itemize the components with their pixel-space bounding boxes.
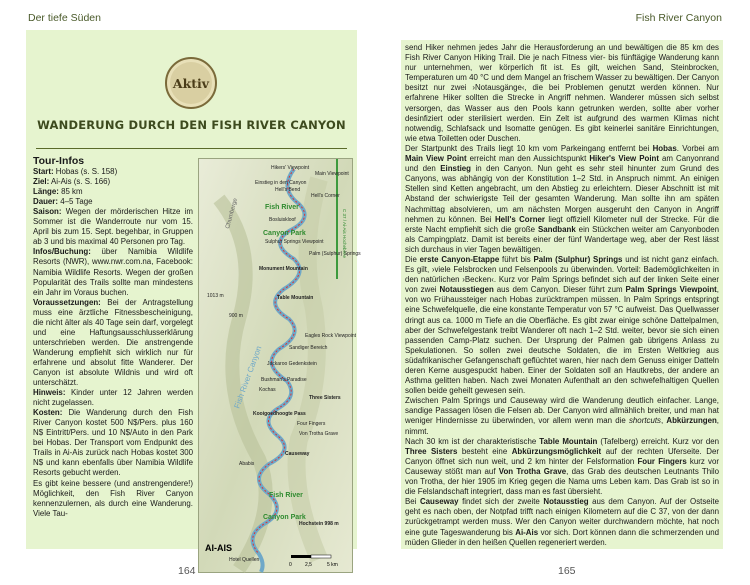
body-paragraph: Nach 30 km ist der charakteristische Table Mountain (Tafelberg) erreicht. Kurz vor den Three Sisters besteht eine Abkürzungsmöglichkeit auf der rechten Uferseite. Der Canyon öffnet sich nun weit, und 2 km hinter der Felsformation Four Fingers kurz vor Causeway stößt man auf Von Trotha Grave, das Grab des deutschen Leutnants Thilo von Trotha, der hier 1905 im Krieg gegen die Nama ums Leben kam. Das Grab ist so in die Felslandschaft integriert, dass man es fast übersieht.	[405, 436, 720, 497]
title-divider	[36, 148, 347, 149]
tour-infos	[33, 156, 193, 519]
scale-label-0: 0	[289, 562, 292, 568]
info-ziel: Ziel: Ai-Ais (s. S. 166)	[33, 177, 111, 187]
map-label-canyon-park: Canyon Park	[263, 230, 306, 237]
map-label: Main Viewpoint	[315, 171, 349, 177]
info-voraussetzungen: Voraussetzungen: Bei der Antragstellung muss eine ärztliche Fitnessbescheinigung, die nicht älter als 40 Tage sein darf, vorgelegt und eine Haftungsausschlusserklärung unterschrieben werden. Die anstrengende Wanderung empfiehlt sich wirklich nur für erfahrene und absolut fitte Wanderer. Der Canyon ist absolute Wildnis und wird oft unterschätzt.	[33, 297, 193, 388]
activity-title: WANDERUNG DURCH DEN FISH RIVER CANYON	[37, 118, 346, 132]
info-buchung: Infos/Buchung: über Namibia Wildlife Resorts (NWR), www.nwr.com.na, Facebook: Namibia Wildlife Resorts. Wegen der großen Popularität des Trails sollte man mindestens ein Jahr im Voraus buchen.	[33, 247, 193, 297]
map-label: Jackaroo Gedenkstein	[267, 361, 317, 367]
scale-label-mid: 2,5	[305, 562, 312, 568]
map-label: Palm (Sulphur) Springs	[309, 251, 361, 257]
map-label-road: C 37 / Ai-Ais Hochebene	[342, 209, 347, 259]
body-paragraph: Bei Causeway findet sich der zweite Notausstieg aus dem Canyon. Auf der Ostseite geht es nach oben, der Notpfad trifft nach einigen Kilometern auf die C 37, von der dann zurückgetrampt werden muss. Wer den Canyon weiter durchwandern möchte, hat noch eine gute Tageswanderung bis Ai-Ais vor sich. Dort können dann die schmerzenden und müden Glieder in den heißen Quellen regeneriert werden.	[405, 497, 719, 547]
map-label: Hell's Corner	[311, 193, 340, 199]
body-paragraph: Zwischen Palm Springs und Causeway wird die Wanderung deutlich einfacher. Lange, sandige Passagen lösen die Felsen ab. Der Canyon wird allmählich breiter, und man hat weniger Hindernisse zu überwinden, vor allem wenn man die shortcuts, Abkürzungen, nimmt.	[405, 396, 719, 436]
info-closing: Es gibt keine bessere (und anstrengendere!) Möglichkeit, den Fish River Canyon kennenzulernen, als durch eine Wanderung. Viele Tau-	[33, 478, 193, 518]
map-label: Three Sisters	[309, 395, 341, 401]
activity-box	[26, 30, 361, 568]
info-kosten: Kosten: Die Wanderung durch den Fish River Canyon kostet 500 N$/Pers. plus 160 N$ Eintritt/Pers. und 10 N$/Auto in den Park bei Hobas. Der Transport vom Endpunkt des Trails in Ai-Ais zurück nach Hobas kostet 300 N$ und kann ebenfalls über Namibia Wildlife Resorts gebucht werden.	[33, 408, 193, 478]
map-label-ai-ais: AI-AIS	[205, 543, 232, 553]
body-paragraph: Der Startpunkt des Trails liegt 10 km vom Parkeingang entfernt bei Hobas. Vorbei am Main View Point erreicht man den Aussichtspunkt Hiker's View Point am Canyonrand und den Einstieg in den Canyon. Nun geht es sehr steil hinunter zum Grund des Canyons, was abhängig von der Konstitution 1–2 Std. in Anspruch nimmt. An einigen Stellen sind Ketten angebracht, um den Abstieg zu erleichtern. Dieser Abschnitt ist mit Abstand der schwierigste Teil der gesamten Wanderung. Man sollte ihn am späten Nachmittag absolvieren, um am nächsten Morgen ausgeruht den Canyon in Angriff nehmen zu können. Bei Hell's Corner liegt offiziell Kilometer null der Strecke. Für die erste Nacht empfiehlt sich die große Sandbank ein Stückchen weiter am Canyonboden als Campingplatz. Damit ist bereits einer der fünf Wandertage weg, aber der Rest lässt sich durchaus in vier Tagen bewältigen.	[405, 143, 720, 254]
map-label-chumberge: Chumberge	[225, 197, 240, 230]
map-label: Von Trotha Grave	[299, 431, 339, 437]
map-label-fish-river: Fish River	[265, 204, 299, 211]
map-label: Hochstein 998 m	[299, 521, 339, 527]
map-label: Eagles Rock Viewpoint	[305, 333, 357, 339]
map-label: Ababis	[239, 461, 255, 467]
map-label-fish-river-south: Fish River	[269, 492, 303, 499]
info-laenge: Länge: 85 km	[33, 187, 83, 197]
map-label: Four Fingers	[297, 421, 326, 427]
map-label: Kooigoedhoogte Pass	[253, 411, 306, 417]
body-paragraph: Die erste Canyon-Etappe führt bis Palm (Sulphur) Springs und ist nicht ganz einfach. Es gilt, ›viele Felsbrocken und Felsenpools zu überwinden. Vorteil: Bademöglichkeiten in den natürlichen ›Becken‹. Kurz vor Palm Springs befindet sich auf der linken Seite einer von zwei Notausstiegen aus dem Canyon. Dieser führt zum Palm Springs Viewpoint, von wo Frühaussteiger nach Hobas zurücktrampen müssen. In Palm Springs entspringt eine Schwefelquelle, die eine konstante Temperatur von 57 °C aufweist. Das Quellwasser dringt aus ca. 1000 m Tiefe an die Oberfläche. Es gibt zwar einige schöne Dattelpalmen, aber der Schwefelgestank treibt Wanderer oft nach 1–2 Std. weiter, bevor sie sich einen passenden Camp-Platz suchen. Der Ursprung der Palmen gab übrigens Anlass zu Spekulationen. So sollen zwei deutsche Soldaten, die im Ersten Weltkrieg aus südafrikanischer Gefangenschaft geflüchtet waren, hier nach dem Genuss einiger Datteln deren Kerne ausgespuckt haben. Einer der Soldaten soll an Hautkrebs, der andere an Asthma gelitten haben. Nach zwei Monaten Aufenthalt an den schwefelhaltigen Quellen sollen beide geheilt gewesen sein.	[405, 254, 719, 396]
canyon-map	[198, 158, 361, 573]
info-saison: Saison: Wegen der mörderischen Hitze im Sommer ist die Wanderroute nur vom 15. April bis zum 15. Sept. begehbar, in Gruppen ab 3 und bis maximal 40 Personen pro Tag.	[33, 207, 193, 247]
map-label: Hikers' Viewpoint	[271, 165, 310, 171]
activity-box-continued	[401, 40, 723, 549]
map-label: Kochas	[259, 387, 276, 393]
aktiv-badge-label: Aktiv	[172, 75, 210, 91]
page-number-right: 165	[558, 565, 576, 577]
map-svg	[199, 159, 361, 572]
page-number-left: 164	[178, 565, 196, 577]
map-label: Causeway	[285, 451, 310, 457]
body-paragraph: send Hiker nehmen jedes Jahr die Herausforderung an und bewältigen die 85 km des Fish River Canyon Hiking Trail. Die je nach Fitness vier- bis fünftägige Wanderung kann nur unternehmen, wer körperlich fit ist. Es gilt, weichen Sand, Steinbrocken, Temperaturen um 40 °C und dem Mangel an frischem Wasser zu bewältigen. Der Canyon besitzt nur zwei ›Notausgänge‹, die bei Problemen genutzt werden können. Nur erfahrene Hiker sollten die Strecke in Angriff nehmen. Wanderer müssen sich selbst versorgen, das Wasser aus den Pools kann getrunken werden, sollte aber vorher desinfiziert oder sterilisiert werden. Ein Zelt ist aufgrund des warmen Klimas nicht notwendig, Schlafsack und Isomatte genügen. Es gibt keinerlei sanitäre Einrichtungen, wie etwa Toiletten oder Duschen.	[405, 43, 719, 143]
map-label: 900 m	[229, 313, 243, 319]
body-text	[405, 43, 719, 548]
map-label: Bosluiskloof	[269, 217, 296, 223]
map-label: Sulphur Springs Viewpoint	[265, 239, 324, 245]
map-label-canyon-park-south: Canyon Park	[263, 514, 306, 521]
scale-label-max: 5 km	[327, 562, 338, 568]
running-head-right: Fish River Canyon	[635, 12, 722, 24]
aktiv-badge	[165, 57, 217, 109]
info-dauer: Dauer: 4–5 Tage	[33, 197, 93, 207]
info-hinweis: Hinweis: Kinder unter 12 Jahren werden nicht zugelassen.	[33, 388, 193, 408]
map-label: Table Mountain	[277, 295, 314, 301]
map-label: 1013 m	[207, 293, 224, 299]
map-label: Hell's Bend	[275, 187, 301, 193]
info-start: Start: Hobas (s. S. 158)	[33, 167, 118, 177]
map-label: Einstieg in den Canyon	[255, 180, 307, 186]
tour-infos-heading: Tour-Infos	[33, 155, 85, 167]
map-label: Sandiger Bereich	[289, 345, 328, 351]
right-page	[375, 0, 750, 585]
running-head-left: Der tiefe Süden	[28, 12, 101, 24]
map-label: Hotel Quellen	[229, 557, 260, 563]
map-label: Monument Mountain	[259, 266, 308, 272]
map-label: Bushman's Paradise	[261, 377, 307, 383]
map-label-fish-river-canyon: Fish River Canyon	[232, 344, 264, 410]
